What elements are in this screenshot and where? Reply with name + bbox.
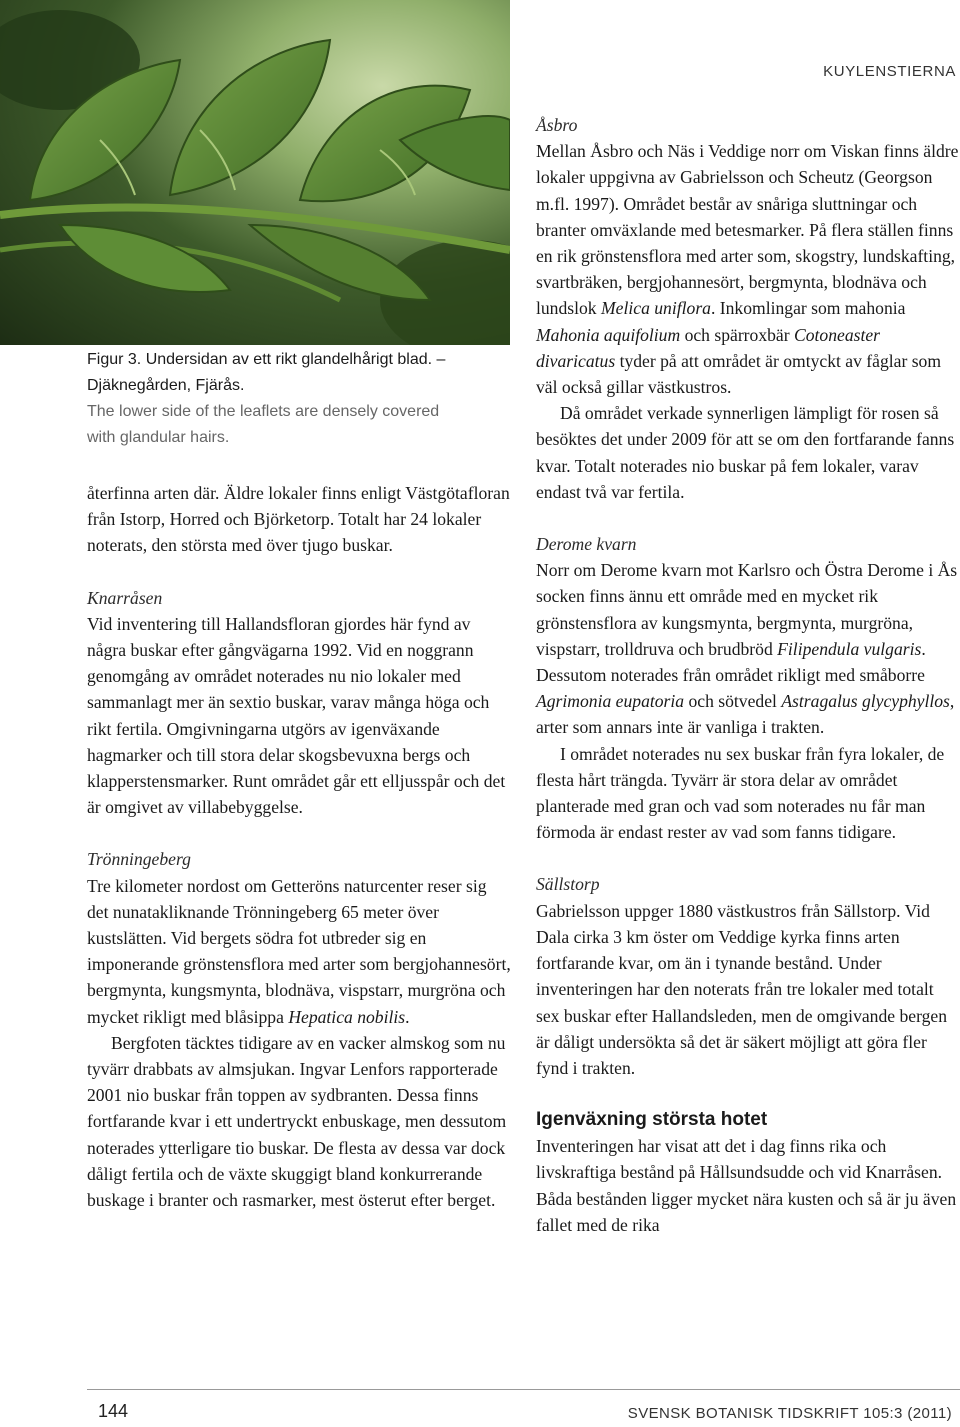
leaf-photo xyxy=(0,0,510,345)
derome-paragraph-1: Norr om Derome kvarn mot Karlsro och Östra Derome i Ås socken finns ännu ett område med en mycket rik grönstensflora av kungsmynta, bergmynta, murgröna, vispstarr, trolldruva och brudbröd Filipendula vulgaris. Dessutom noterades från området rikligt med småborre Agrimonia eupatoria och sötvedel Astragalus glycyphyllos, arter som annars inte är vanliga i trakten. xyxy=(536,560,958,738)
species-name: Hepatica nobilis xyxy=(288,1006,406,1027)
asbro-paragraph-2: Då området verkade synnerligen lämpligt för rosen så besöktes det under 2009 för att se om den fortfarande fanns kvar. Totalt noterades nio buskar på fem lokaler, varav endast två var fertila. xyxy=(536,403,955,502)
section-heading-asbro: Åsbro xyxy=(536,115,578,135)
left-column xyxy=(87,480,511,1213)
tronningeberg-paragraph-1: Tre kilometer nordost om Getteröns naturcenter reser sig det nunatakliknande Trönningeberg 65 meter över kustslätten. Vid bergets södra fot utbreder sig en imponerande grönstensflora med arter som bergjohannesört, bergmynta, kungsmynta, blodnäva, vispstarr, murgröna och mycket rikligt med blåsippa Hepatica nobilis. xyxy=(87,875,511,1027)
intro-paragraph: återfinna arten där. Äldre lokaler finns enligt Västgötafloran från Istorp, Horred och Björketorp. Totalt har 24 lokaler noterats, den största med över tjugo buskar. xyxy=(87,483,510,556)
species-name: Mahonia aquifolium xyxy=(536,324,681,345)
species-name: Melica uniflora xyxy=(601,298,711,319)
derome-paragraph-2: I området noterades nu sex buskar från fyra lokaler, de flesta hårt trängda. Tyvärr är stora delar av området planterade med gran och vad som noterades nu får man förmoda är endast rester av vad som fanns tidigare. xyxy=(536,743,945,843)
right-column xyxy=(536,112,960,1238)
section-heading-derome: Derome kvarn xyxy=(536,534,637,555)
caption-swedish-line-1: Figur 3. Undersidan av ett rikt glandelhårigt blad. – xyxy=(87,351,446,368)
section-heading-tronningeberg: Trönningeberg xyxy=(87,849,191,870)
section-heading-sallstorp: Sällstorp xyxy=(536,874,600,895)
page-number: 144 xyxy=(98,1401,129,1421)
sallstorp-paragraph: Gabrielsson uppger 1880 västkustros från Sällstorp. Vid Dala cirka 3 km öster om Veddige kyrka finns arten fortfarande kvar, om än i tynande bestånd. Under inventeringen har den noterats från tre lokaler med totalt sex buskar efter Hallandsleden, men de omgivande bergen är dåligt undersökta så det är säkert möjligt att göra fler fynd i trakten. xyxy=(536,900,948,1078)
journal-name: SVENSK BOTANISK TIDSKRIFT 105:3 (2011) xyxy=(627,1405,952,1422)
threat-paragraph: Inventeringen har visat att det i dag finns rika och livskraftiga bestånd på Hållsundsudde och vid Knarråsen. Båda bestånden ligger mycket nära kusten och så är ju även fallet med de rika xyxy=(536,1136,957,1235)
species-name: Filipendula vulgaris xyxy=(777,638,922,659)
figure-caption xyxy=(87,347,507,451)
caption-english-line-1: The lower side of the leaflets are densely covered xyxy=(87,403,440,420)
asbro-paragraph-1: Mellan Åsbro och Näs i Veddige norr om Viskan finns äldre lokaler uppgivna av Gabrielsson och Scheutz (Georgson m.fl. 1997). Området består av snåriga sluttningar och branter omväxlande med betesmarker. På flera ställen finns en rik grönstensflora med arter som, skogstry, lundskafting, svartbräken, bergjohannesört, bergmynta, blodnäva och lundslok Melica uniflora. Inkomlingar som mahonia Mahonia aquifolium och spärroxbär Cotoneaster divaricatus tyder på att området är omtyckt av fåglar som väl också gillar västkustros. xyxy=(536,141,959,398)
section-heading-threat: Igenväxning största hotet xyxy=(536,1109,768,1131)
knarrasen-paragraph: Vid inventering till Hallandsfloran gjordes här fynd av några buskar efter gångvägarna 1992. Vid en noggrann genomgång av området noterades nu nio lokaler med sammanlagt mer än sextio buskar, varav många höga och rikt fertila. Omgivningarna utgörs av igenväxande hagmarker och till stora delar skogsbevuxna bergs och klapperstensmarker. Runt området går ett elljusspår och det är omgivet av villabebyggelse. xyxy=(87,613,506,818)
caption-english-line-2: with glandular hairs. xyxy=(87,429,230,446)
running-head: KUYLENSTIERNA xyxy=(823,63,956,80)
species-name: Agrimonia eupatoria xyxy=(536,691,685,712)
footer-rule xyxy=(87,1389,960,1390)
caption-swedish-line-2: Djäknegården, Fjärås. xyxy=(87,377,245,394)
tronningeberg-paragraph-2: Bergfoten täcktes tidigare av en vacker almskog som nu tyvärr drabbats av almsjukan. Ingvar Lenfors rapporterade 2001 nio buskar från toppen av sydbranten. Dessa finns fortfarande kvar i ett undertryckt enbuskage, men dessutom noterades ytterligare tio buskar. De flesta av dessa var dock dåligt fertila och de växte skuggigt bland konkurrerande buskage i branter och rasmarker, mest österut efter berget. xyxy=(87,1032,507,1211)
species-name: Cotoneaster divaricatus xyxy=(536,324,881,371)
species-name: Astragalus glycyphyllos xyxy=(781,691,950,712)
section-heading-knarrasen: Knarråsen xyxy=(87,587,163,608)
leaf-illustration xyxy=(0,0,510,345)
